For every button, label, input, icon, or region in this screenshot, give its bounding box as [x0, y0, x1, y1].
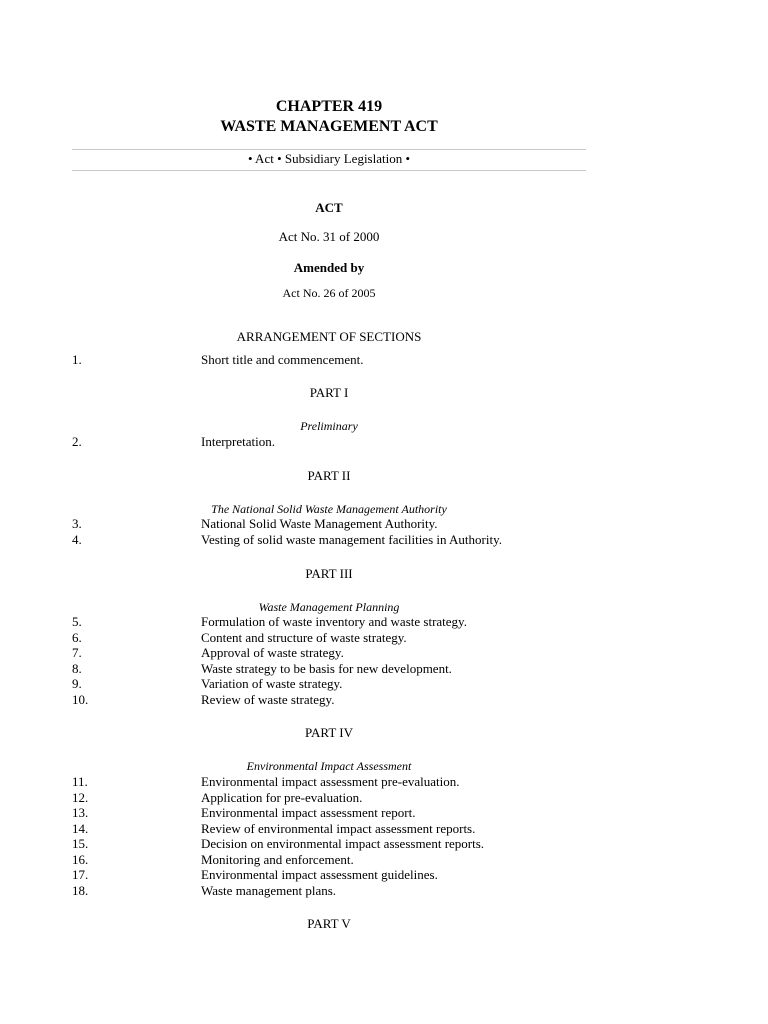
part-label: PART II [307, 468, 351, 483]
section-number: 18. [72, 883, 89, 898]
section-number: 14. [72, 821, 89, 836]
section-number: 16. [72, 852, 89, 867]
section-number: 17. [72, 867, 89, 882]
act-number: Act No. 31 of 2000 [278, 229, 380, 244]
section-number: 7. [72, 645, 82, 660]
act-label: ACT [315, 200, 343, 215]
section-number: 1. [72, 352, 82, 367]
section-title[interactable]: Environmental impact assessment pre-evaluation. [201, 774, 460, 789]
section-number: 15. [72, 836, 89, 851]
section-title[interactable]: Waste strategy to be basis for new development. [201, 661, 452, 676]
part-heading: Environmental Impact Assessment [246, 759, 412, 773]
section-title[interactable]: National Solid Waste Management Authority. [201, 516, 438, 531]
chapter-number: CHAPTER 419 [275, 98, 383, 115]
act-title: WASTE MANAGEMENT ACT [220, 118, 438, 135]
section-title[interactable]: Content and structure of waste strategy. [201, 630, 407, 645]
part-label: PART I [309, 385, 349, 400]
amended-label: Amended by [293, 260, 365, 275]
part-heading: Preliminary [300, 419, 358, 433]
section-title[interactable]: Application for pre-evaluation. [201, 790, 363, 805]
top-divider [72, 149, 586, 150]
section-title[interactable]: Decision on environmental impact assessment reports. [201, 836, 485, 851]
part-heading: Waste Management Planning [258, 600, 400, 614]
part-heading: The National Solid Waste Management Authority [211, 502, 447, 516]
section-title[interactable]: Review of environmental impact assessment reports. [201, 821, 476, 836]
section-number: 12. [72, 790, 89, 805]
section-number: 11. [72, 774, 88, 789]
section-number: 3. [72, 516, 82, 531]
section-title[interactable]: Waste management plans. [201, 883, 337, 898]
section-number: 6. [72, 630, 82, 645]
section-number: 5. [72, 614, 82, 629]
amended-act-number: Act No. 26 of 2005 [282, 286, 376, 300]
section-title[interactable]: Formulation of waste inventory and waste strategy. [201, 614, 467, 629]
arrangement-title: ARRANGEMENT OF SECTIONS [236, 329, 422, 344]
section-number: 10. [72, 692, 89, 707]
section-title[interactable]: Approval of waste strategy. [201, 645, 344, 660]
section-number: 9. [72, 676, 82, 691]
section-title[interactable]: Environmental impact assessment guidelines. [201, 867, 438, 882]
section-title[interactable]: Environmental impact assessment report. [201, 805, 416, 820]
section-number: 2. [72, 434, 82, 449]
section-title[interactable]: Vesting of solid waste management facilities in Authority. [201, 532, 502, 547]
section-title[interactable]: Short title and commencement. [201, 352, 364, 367]
section-title[interactable]: Review of waste strategy. [201, 692, 335, 707]
part-label: PART V [307, 916, 351, 931]
section-title[interactable]: Interpretation. [201, 434, 275, 449]
part-label: PART IV [305, 725, 353, 740]
section-number: 13. [72, 805, 89, 820]
section-title[interactable]: Monitoring and enforcement. [201, 852, 354, 867]
section-number: 8. [72, 661, 82, 676]
part-label: PART III [305, 566, 353, 581]
bottom-divider [72, 170, 586, 171]
section-number: 4. [72, 532, 82, 547]
legislation-nav[interactable]: • Act • Subsidiary Legislation • [247, 151, 411, 166]
section-title[interactable]: Variation of waste strategy. [201, 676, 343, 691]
